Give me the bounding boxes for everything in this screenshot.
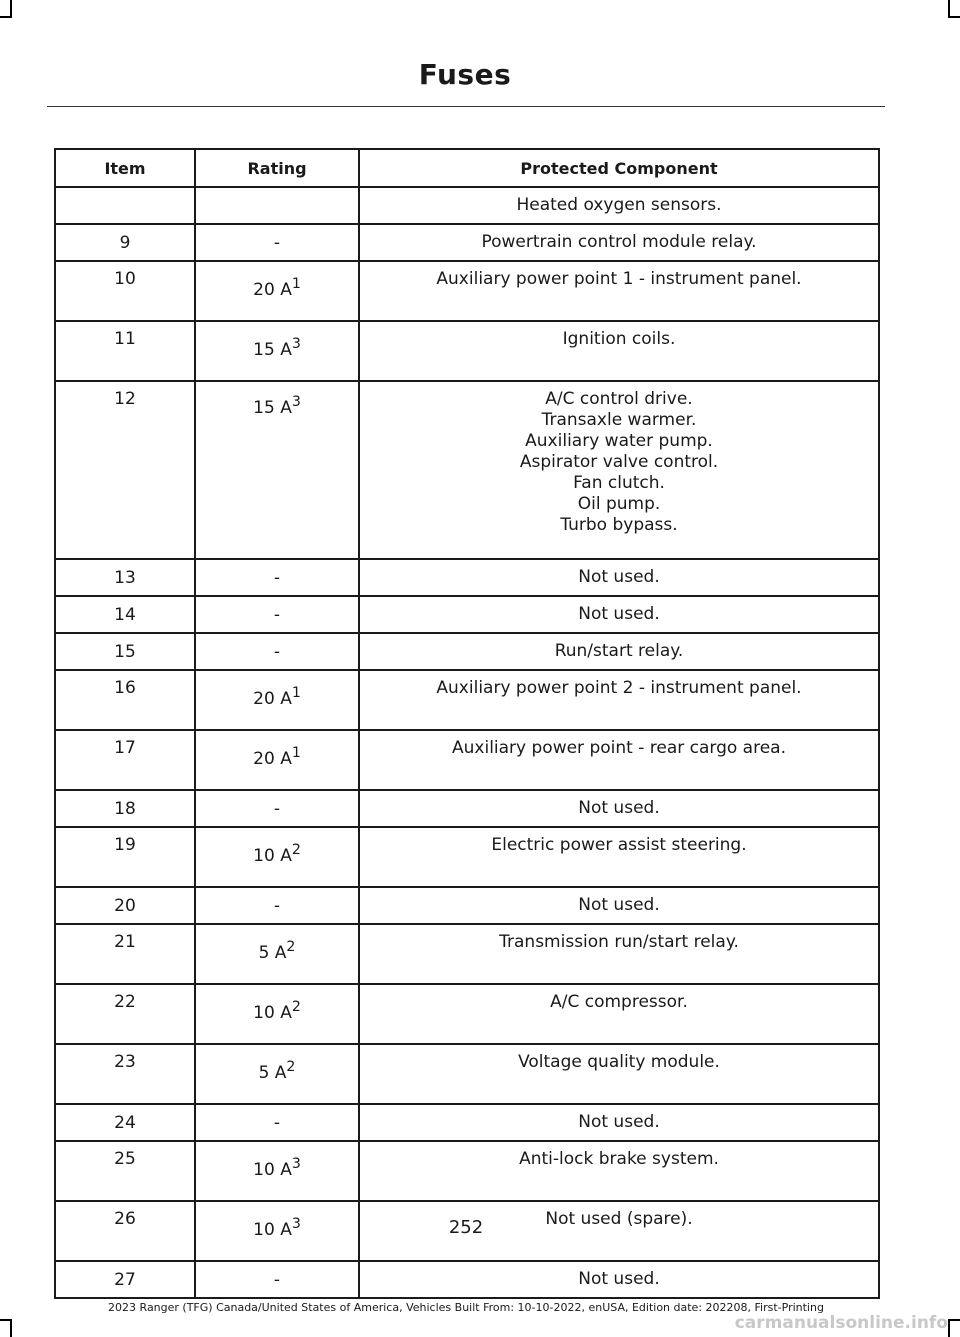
component-text: Transmission run/start relay. (499, 932, 739, 952)
crop-mark (0, 16, 12, 18)
component-text: Not used. (578, 567, 660, 587)
table-row (55, 321, 879, 381)
item-cell: 22 (55, 984, 195, 1044)
item-cell: 21 (55, 924, 195, 984)
rating-cell (195, 670, 359, 730)
table-row (55, 559, 879, 596)
component-cell (359, 559, 879, 596)
crop-mark (948, 16, 960, 18)
component-text: Not used. (578, 895, 660, 915)
component-text: Auxiliary power point - rear cargo area. (452, 738, 786, 758)
item-cell: 26 (55, 1201, 195, 1261)
rating-value: - (273, 232, 281, 253)
item-cell: 23 (55, 1044, 195, 1104)
item-cell: 25 (55, 1141, 195, 1201)
crop-mark (0, 1319, 12, 1321)
component-cell (359, 1141, 879, 1201)
column-header-component: Protected Component (359, 149, 879, 187)
rating-footnote: 3 (291, 336, 301, 352)
component-cell (359, 924, 879, 984)
component-cell (359, 827, 879, 887)
component-text: Not used. (578, 1269, 660, 1289)
rating-value: 15 A (253, 339, 292, 360)
component-text: Aspirator valve control. (519, 452, 719, 472)
rating-cell (195, 321, 359, 381)
rating-value: 20 A (253, 688, 292, 709)
component-text: A/C control drive. (545, 389, 693, 409)
rating-value: 20 A (253, 279, 292, 300)
component-text: Ignition coils. (562, 329, 676, 349)
rating-cell (195, 1141, 359, 1201)
component-cell (359, 321, 879, 381)
column-header-item: Item (55, 149, 195, 187)
rating-footnote: 3 (291, 1156, 301, 1172)
crop-mark (10, 1319, 12, 1337)
page-title: Fuses (418, 58, 512, 91)
item-cell: 16 (55, 670, 195, 730)
component-cell (359, 224, 879, 261)
table-row (55, 827, 879, 887)
table-row (55, 187, 879, 224)
component-cell (359, 381, 879, 559)
table-row (55, 924, 879, 984)
rating-footnote: 2 (286, 939, 296, 955)
table-row (55, 790, 879, 827)
item-cell: 12 (55, 381, 195, 559)
component-cell (359, 730, 879, 790)
rating-value: - (273, 604, 281, 625)
table-row (55, 887, 879, 924)
component-text: Oil pump. (577, 494, 661, 514)
rating-cell (195, 730, 359, 790)
component-cell (359, 1044, 879, 1104)
rating-cell (195, 984, 359, 1044)
rating-cell (195, 559, 359, 596)
component-text: Anti-lock brake system. (519, 1149, 719, 1169)
component-text: A/C compressor. (550, 992, 688, 1012)
rating-cell (195, 1044, 359, 1104)
component-text: Run/start relay. (554, 641, 684, 661)
table-row (55, 1044, 879, 1104)
component-text: Voltage quality module. (518, 1052, 720, 1072)
fuse-table (54, 148, 880, 1299)
rating-value: 10 A (253, 1159, 292, 1180)
table-row (55, 381, 879, 559)
component-text: Transaxle warmer. (541, 410, 697, 430)
rating-cell (195, 381, 359, 559)
component-cell (359, 670, 879, 730)
item-cell: 18 (55, 790, 195, 827)
table-row (55, 224, 879, 261)
item-cell: 11 (55, 321, 195, 381)
table-row (55, 633, 879, 670)
rating-value: - (273, 567, 281, 588)
item-cell: 14 (55, 596, 195, 633)
rating-cell (195, 633, 359, 670)
item-cell: 17 (55, 730, 195, 790)
rating-value: 15 A (253, 397, 292, 418)
table-row (55, 1141, 879, 1201)
component-cell (359, 984, 879, 1044)
component-cell (359, 633, 879, 670)
item-cell: 10 (55, 261, 195, 321)
rating-cell (195, 1104, 359, 1141)
rating-value: 10 A (253, 1219, 292, 1240)
component-cell (359, 187, 879, 224)
component-text: Auxiliary power point 2 - instrument panel. (436, 678, 802, 698)
rating-footnote: 3 (291, 394, 301, 410)
component-text: Heated oxygen sensors. (516, 195, 722, 215)
component-text: Not used. (578, 604, 660, 624)
rating-value: 5 A (258, 942, 287, 963)
component-text: Electric power assist steering. (491, 835, 747, 855)
table-row (55, 730, 879, 790)
table-row (55, 670, 879, 730)
component-cell (359, 1261, 879, 1298)
rating-value: - (273, 1269, 281, 1290)
table-row (55, 1104, 879, 1141)
rating-cell (195, 596, 359, 633)
fuse-table-body (55, 187, 879, 1298)
component-text: Powertrain control module relay. (481, 232, 757, 252)
rating-cell (195, 187, 359, 224)
item-cell: 20 (55, 887, 195, 924)
item-cell (55, 187, 195, 224)
rating-value: 10 A (253, 1002, 292, 1023)
item-cell: 27 (55, 1261, 195, 1298)
rating-value: 5 A (258, 1062, 287, 1083)
rating-value: - (273, 798, 281, 819)
crop-mark (948, 1319, 960, 1321)
table-header-row (55, 149, 879, 187)
item-cell: 15 (55, 633, 195, 670)
component-cell (359, 261, 879, 321)
item-cell: 9 (55, 224, 195, 261)
rating-footnote: 2 (286, 1059, 296, 1075)
rating-footnote: 1 (291, 685, 301, 701)
component-text: Not used. (578, 798, 660, 818)
table-row (55, 596, 879, 633)
component-text: Not used (spare). (545, 1209, 693, 1229)
table-row (55, 261, 879, 321)
rating-footnote: 2 (291, 842, 301, 858)
rating-footnote: 3 (291, 1216, 301, 1232)
component-text: Auxiliary power point 1 - instrument panel. (436, 269, 802, 289)
crop-mark (948, 1319, 950, 1337)
footer-text: 2023 Ranger (TFG) Canada/United States of America, Vehicles Built From: 10-10-2022, enUSA, Edition date: 202208, First-Printing (108, 1301, 824, 1314)
component-text: Turbo bypass. (560, 515, 678, 535)
item-cell: 24 (55, 1104, 195, 1141)
table-row (55, 984, 879, 1044)
component-text: Fan clutch. (573, 473, 665, 493)
rating-value: - (273, 895, 281, 916)
component-cell (359, 790, 879, 827)
rating-cell (195, 924, 359, 984)
rating-cell (195, 261, 359, 321)
table-row (55, 1261, 879, 1298)
page-number: 252 (448, 1217, 484, 1238)
title-divider (47, 106, 885, 107)
component-cell (359, 1104, 879, 1141)
rating-cell (195, 224, 359, 261)
rating-value: 20 A (253, 748, 292, 769)
item-cell: 13 (55, 559, 195, 596)
rating-cell (195, 1261, 359, 1298)
component-text: Not used. (578, 1112, 660, 1132)
component-text: Auxiliary water pump. (525, 431, 713, 451)
rating-footnote: 1 (291, 276, 301, 292)
rating-cell (195, 790, 359, 827)
component-cell (359, 596, 879, 633)
item-cell: 19 (55, 827, 195, 887)
column-header-rating: Rating (195, 149, 359, 187)
rating-value: - (273, 1112, 281, 1133)
rating-footnote: 1 (291, 745, 301, 761)
rating-cell (195, 887, 359, 924)
watermark: carmanualsonline.info (734, 1313, 948, 1333)
component-cell (359, 887, 879, 924)
rating-value: - (273, 641, 281, 662)
rating-value: 10 A (253, 845, 292, 866)
rating-cell (195, 827, 359, 887)
rating-footnote: 2 (291, 999, 301, 1015)
